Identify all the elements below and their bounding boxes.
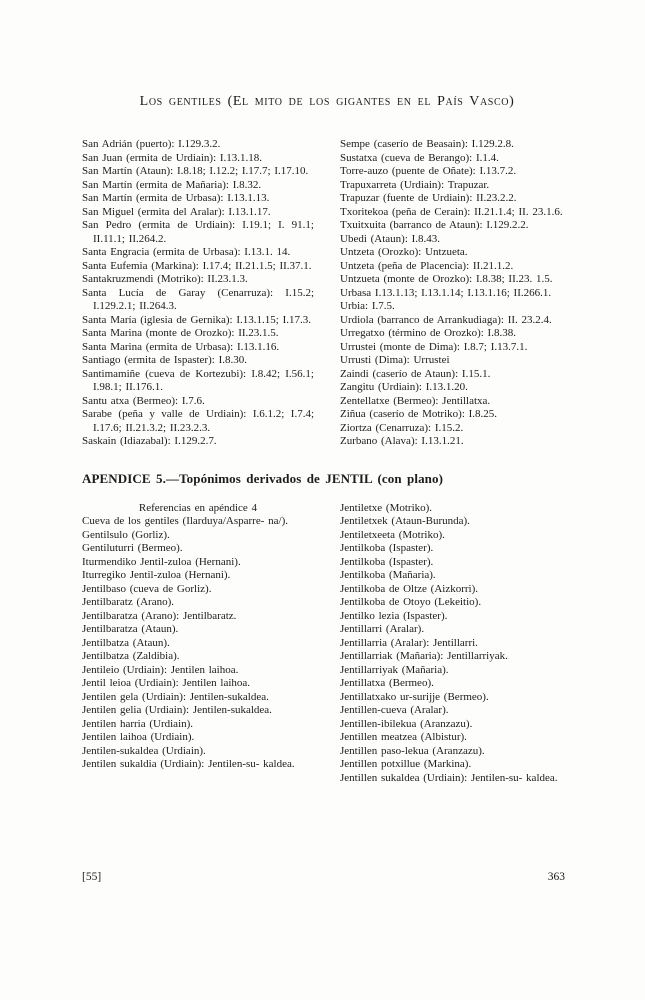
index-entry: Urregatxo (término de Orozko): I.8.38. xyxy=(340,327,516,339)
index-entry: Jentillatxako ur-surijje (Bermeo). xyxy=(340,690,489,703)
index-entry: Santiago (ermita de Ispaster): I.8.30. xyxy=(82,354,247,366)
index-entry: Saskain (Idiazabal): I.129.2.7. xyxy=(82,435,217,447)
index-entry: San Adrián (puerto): I.129.3.2. xyxy=(82,138,221,150)
page-content xyxy=(0,94,645,785)
index-entry: Santa Marina (monte de Orozko): II.23.1.5. xyxy=(82,327,279,339)
index-entry: Jentillen paso-lekua (Aranzazu). xyxy=(340,744,485,757)
index-entry: Santimamiñe (cueva de Kortezubi): I.8.42; I.56.1; I.98.1; II.176.1. xyxy=(82,367,314,393)
index-entry: Jentilbaratza (Arano): Jentilbaratz. xyxy=(82,609,237,622)
index-entry: San Juan (ermita de Urdiain): I.13.1.18. xyxy=(82,151,263,164)
index-entry: Torre-auzo (puente de Oñate): I.13.7.2. xyxy=(340,165,517,177)
index-entry: Jentillatxa (Bermeo). xyxy=(340,677,434,689)
index-entry: Ziñua (caserío de Motriko): I.8.25. xyxy=(340,408,498,420)
index-right-column xyxy=(340,138,572,449)
index-entry: Jentillarria (Aralar): Jentillarri. xyxy=(340,636,478,649)
gentiles-index-section xyxy=(82,138,572,449)
index-entry: Untzueta (monte de Orozko): I.8.38; II.23. 1.5. xyxy=(340,273,553,285)
index-entry: Santa Lucía de Garay (Cenarruza): I.15.2; I.129.2.1; II.264.3. xyxy=(82,286,314,312)
index-entry: Jentilbaratz (Arano). xyxy=(82,596,175,608)
index-left-column xyxy=(82,138,314,449)
index-entry: Jentilkoba (Ispaster). xyxy=(340,555,434,568)
reference-note: Referencias en apéndice 4 xyxy=(138,501,258,514)
index-entry: Gentilsulo (Gorliz). xyxy=(82,528,170,541)
index-entry: Txoritekoa (peña de Cerain): II.21.1.4; II. 23.1.6. xyxy=(340,205,563,218)
index-entry: Cueva de los gentiles (Ilarduya/Asparre- na/). xyxy=(82,515,288,527)
index-entry: Jentillen sukaldea (Urdiain): Jentilen-su- kaldea. xyxy=(340,771,558,784)
index-entry: Jentilbaratza (Ataun). xyxy=(82,623,179,635)
index-entry: Jentilen gela (Urdiain): Jentilen-sukaldea. xyxy=(82,690,269,703)
index-entry: Iturmendiko Jentil-zuloa (Hernani). xyxy=(82,555,241,568)
index-entry: Santa Engracia (ermita de Urbasa): I.13.1. 14. xyxy=(82,246,291,258)
index-entry: Jentilbaso (cueva de Gorliz). xyxy=(82,582,212,595)
index-entry: Iturregiko Jentil-zuloa (Hernani). xyxy=(82,569,231,581)
index-entry: Jentilkoba de Otoyo (Lekeitio). xyxy=(340,596,482,608)
page-footer xyxy=(82,871,565,883)
index-entry: San Pedro (ermita de Urdiain): I.19.1; I. 91.1; II.11.1; II.264.2. xyxy=(82,219,314,245)
index-entry: Urrustei (monte de Dima): I.8.7; I.13.7.1. xyxy=(340,340,528,353)
index-entry: Ubedi (Ataun): I.8.43. xyxy=(340,232,441,245)
index-entry: Jentillen meatzea (Albistur). xyxy=(340,731,467,743)
index-entry: Untzeta (peña de Placencia): II.21.1.2. xyxy=(340,259,514,272)
appendix-heading: APENDICE 5.—Topónimos derivados de JENTIL (con plano) xyxy=(82,470,444,486)
index-entry: Zentellatxe (Bermeo): Jentillatxa. xyxy=(340,394,491,407)
page-title: Los gentiles (El mito de los gigantes en el País Vasco) xyxy=(139,94,515,109)
index-entry: Jentilkoba (Ispaster). xyxy=(340,542,434,554)
appendix-left-column xyxy=(82,502,314,786)
index-entry: Gentiluturri (Bermeo). xyxy=(82,542,183,554)
index-entry: Jentillarri (Aralar). xyxy=(340,623,425,635)
index-entry: Jentiletxek (Ataun-Burunda). xyxy=(340,515,470,527)
index-entry: Jentiletxe (Motriko). xyxy=(340,501,433,514)
index-entry: Jentilen harria (Urdiain). xyxy=(82,717,194,730)
index-entry: Urdiola (barranco de Arrankudiaga): II. 23.2.4. xyxy=(340,313,552,326)
index-entry: Jentiletxeeta (Motriko). xyxy=(340,528,445,541)
index-entry: Jentil leioa (Urdiain): Jentilen laihoa. xyxy=(82,677,251,689)
index-entry: Santa Marina (ermita de Urbasa): I.13.1.16. xyxy=(82,340,280,353)
index-entry: Urbia: I.7.5. xyxy=(340,300,395,312)
index-entry: Txuitxuita (barranco de Ataun): I.129.2.2. xyxy=(340,219,529,231)
index-entry: Zaindi (caserío de Ataun): I.15.1. xyxy=(340,367,491,380)
appendix-left-list xyxy=(82,515,314,772)
index-entry: Jentilen laihoa (Urdiain). xyxy=(82,731,195,743)
appendix-right-column xyxy=(340,502,572,786)
index-entry: Jentilkoba de Oltze (Aizkorri). xyxy=(340,582,479,595)
index-entry: Jentillen-cueva (Aralar). xyxy=(340,704,449,716)
index-entry: Sustatxa (cueva de Berango): I.1.4. xyxy=(340,151,499,164)
index-entry: Jentillarriyak (Mañaria). xyxy=(340,663,449,676)
index-entry: Zurbano (Alava): I.13.1.21. xyxy=(340,435,464,447)
index-entry: Trapuxarreta (Urdiain): Trapuzar. xyxy=(340,178,490,191)
index-entry: Jentillen-ibilekua (Aranzazu). xyxy=(340,717,473,730)
index-entry: Santu atxa (Bermeo): I.7.6. xyxy=(82,394,205,407)
index-entry: Santakruzmendi (Motriko): II.23.1.3. xyxy=(82,273,248,285)
page-number: 363 xyxy=(547,871,565,883)
index-entry: Trapuzar (fuente de Urdiain): II.23.2.2. xyxy=(340,192,517,204)
index-entry: Ziortza (Cenarruza): I.15.2. xyxy=(340,421,464,434)
index-entry: Jentilen-sukaldea (Urdiain). xyxy=(82,744,206,757)
appendix-section xyxy=(82,502,572,786)
index-entry: Santa Eufemia (Markina): I.17.4; II.21.1.5; II.37.1. xyxy=(82,259,312,272)
index-entry: San Martín (ermita de Urbasa): I.13.1.13. xyxy=(82,192,270,204)
index-entry: Urbasa I.13.1.13; I.13.1.14; I.13.1.16; II.266.1. xyxy=(340,286,552,299)
index-entry: Urrusti (Dima): Urrustei xyxy=(340,354,450,366)
signature-mark: [55] xyxy=(82,871,102,883)
index-entry: Jentilbatza (Zaldibia). xyxy=(82,650,180,662)
index-entry: Jentilko lezia (Ispaster). xyxy=(340,609,448,622)
index-entry: Jentillarriak (Mañaria): Jentillarriyak. xyxy=(340,650,508,662)
index-entry: Jentilbatza (Ataun). xyxy=(82,636,170,649)
index-entry: San Martín (ermita de Mañaria): I.8.32. xyxy=(82,178,262,191)
index-entry: Jentileio (Urdiain): Jentilen laihoa. xyxy=(82,663,239,676)
index-entry: Zangitu (Urdiain): I.13.1.20. xyxy=(340,381,468,393)
index-entry: Sarabe (peña y valle de Urdiain): I.6.1.2; I.7.4; I.17.6; II.21.3.2; II.23.2.3. xyxy=(82,408,314,434)
index-entry: Sempe (caserío de Beasain): I.129.2.8. xyxy=(340,138,514,150)
index-entry: San Martín (Ataun): I.8.18; I.12.2; I.17.7; I.17.10. xyxy=(82,165,309,177)
index-entry: Jentilkoba (Mañaria). xyxy=(340,569,436,581)
index-entry: Untzeta (Orozko): Untzueta. xyxy=(340,246,468,258)
index-entry: Jentillen potxillue (Markina). xyxy=(340,758,472,770)
index-entry: Jentilen gelia (Urdiain): Jentilen-sukaldea. xyxy=(82,704,272,716)
index-entry: San Miguel (ermita del Aralar): I.13.1.17. xyxy=(82,205,271,218)
index-entry: Santa María (iglesia de Gernika): I.13.1.15; I.17.3. xyxy=(82,313,311,326)
index-entry: Jentilen sukaldia (Urdiain): Jentilen-su- kaldea. xyxy=(82,758,295,770)
